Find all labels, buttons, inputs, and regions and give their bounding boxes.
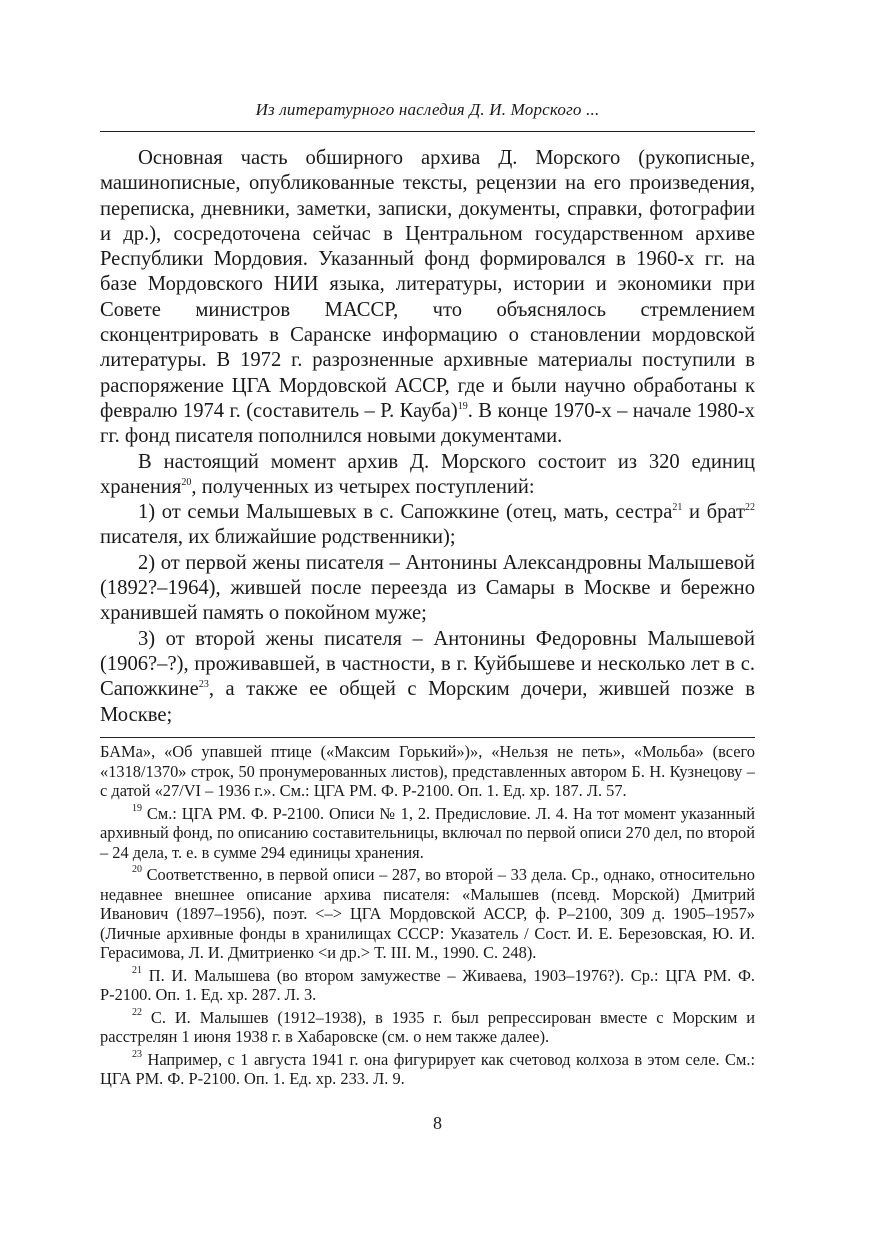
list-item-source-2: 2) от первой жены писателя – Антонины Александровны Малышевой (1892?–1964), жившей после переезда из Самары в Москве и бережно хранившей память о покойном муже;	[100, 551, 755, 625]
footnote-number: 22	[132, 1006, 142, 1018]
running-header: Из литературного наследия Д. И. Морского ...	[255, 100, 600, 119]
paragraph-archive-overview: Основная часть обширного архива Д. Морского (рукописные, машинописные, опубликованные тексты, рецензии на его произведения, переписка, дневники, заметки, записки, документы, справки, фотографии и др.), сосредоточена сейчас в Центральном государственном архиве Республики Мордовия. Указанный фонд формировался в 1960-х гг. на базе Мордовского НИИ языка, литературы, истории и экономики при Совете министров МАССР, что объяснялось стремлением сконцентрировать в Саранске информацию о становлении мордовской литературы. В 1972 г. разрозненные архивные материалы поступили в распоряжение ЦГА Мордовской АССР, где и были научно обработаны к февралю 1974 г. (составитель – Р. Кауба)$^{19}$. В конце 1970-х – начале 1980-х гг. фонд писателя пополнился новыми документами.	[100, 147, 755, 448]
footnote-rule	[100, 737, 755, 738]
footnote-number: 21	[132, 964, 142, 976]
paragraph-archive-units: В настоящий момент архив Д. Морского состоит из 320 единиц хранения$^{20}$, полученных из четырех поступлений:	[100, 450, 755, 498]
footnote-ref-23[interactable]: 23	[198, 679, 209, 691]
footnote-20: $^{20}$ Соответственно, в первой описи – 287, во второй – 33 дела. Ср., однако, относительно недавнее внешнее описание архива писателя: «Малышев (псевд. Морской) Дмитрий Иванович (1897–1956), поэт. <–> ЦГА Мордовской АССР, ф. Р–2100, 309 д. 1905–1957» (Личные архивные фонды в хранилищах СССР: Указатель / Сост. И. Е. Березовская, Ю. И. Герасимова, Л. И. Дмитриенко <и др.> Т. III. М., 1990. С. 248).	[100, 864, 755, 962]
footnote-23: $^{23}$ Например, с 1 августа 1941 г. она фигурирует как счетовод колхоза в этом селе. См.: ЦГА РМ. Ф. Р-2100. Оп. 1. Ед. хр. 233. Л. 9.	[100, 1048, 755, 1088]
list-item-source-3: 3) от второй жены писателя – Антонины Федоровны Малышевой (1906?–?), проживавшей, в частности, в г. Куйбышеве и несколько лет в с. Сапожкине$^{23}$, а также ее общей с Морским дочери, жившей позже в Москве;	[100, 627, 755, 726]
footnote-number: 20	[132, 864, 142, 875]
footnote-22: $^{22}$ С. И. Малышев (1912–1938), в 1935 г. был репрессирован вместе с Морским и расстрелян 1 июня 1938 г. в Хабаровске (см. о нем также далее).	[100, 1006, 755, 1046]
footnote-ref-19[interactable]: 19	[457, 400, 468, 412]
footnote-19: $^{19}$ См.: ЦГА РМ. Ф. Р-2100. Описи № 1, 2. Предисловие. Л. 4. На тот момент указанный архивный фонд, по описанию составительницы, включал по первой описи 270 дел, по второй – 24 дела, т. е. в сумме 294 единицы хранения.	[100, 802, 756, 862]
footnote-ref-21[interactable]: 21	[672, 502, 683, 514]
footnote-21: $^{21}$ П. И. Малышева (во втором замужестве – Живаева, 1903–1976?). Ср.: ЦГА РМ. Ф. Р-2100. Оп. 1. Ед. хр. 287. Л. 3.	[100, 964, 755, 1004]
footnote-continuation: БАМа», «Об упавшей птице («Максим Горький»)», «Нельзя не петь», «Мольба» (всего «1318/1370» строк, 50 пронумерованных листов), представленных автором Б. Н. Кузнецову – с датой «27/VI – 1936 г.». См.: ЦГА РМ. Ф. Р-2100. Оп. 1. Ед. хр. 187. Л. 57.	[100, 742, 755, 800]
list-item-source-1: 1) от семьи Малышевых в с. Сапожкине (отец, мать, сестра$^{21}$ и брат$^{22}$ писателя, их ближайшие родственники);	[100, 501, 755, 549]
main-text	[100, 146, 755, 728]
page-number: 8	[433, 1113, 442, 1133]
header-rule	[100, 131, 755, 132]
footnote-number: 19	[132, 802, 142, 814]
footnote-ref-20[interactable]: 20	[181, 476, 192, 488]
footnote-ref-22[interactable]: 22	[745, 502, 755, 514]
footnote-number: 23	[132, 1048, 142, 1060]
footnotes	[100, 742, 755, 1092]
